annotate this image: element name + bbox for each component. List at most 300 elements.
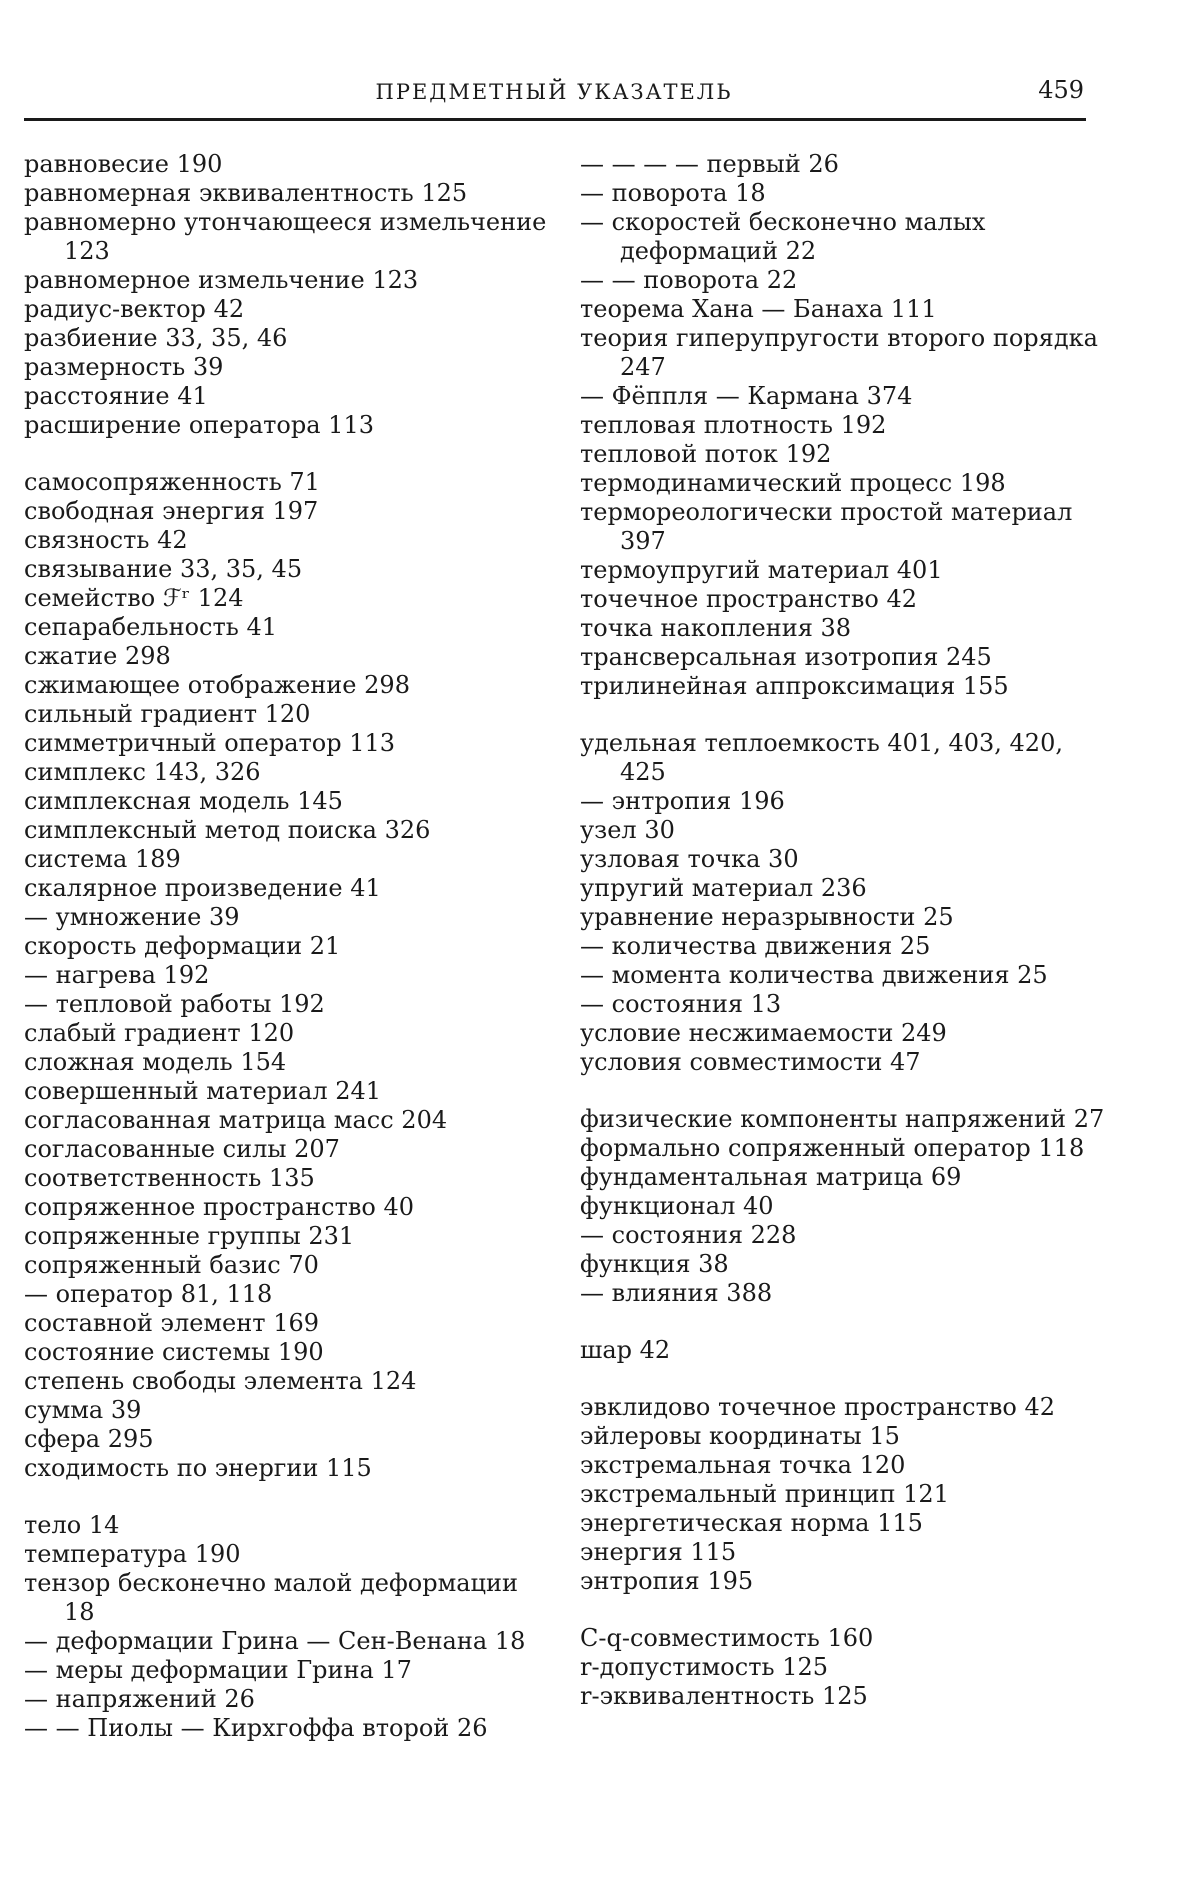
- index-page-refs: 155: [962, 672, 1009, 700]
- index-entry: [580, 295, 1110, 324]
- index-page-refs: 33, 35, 46: [165, 324, 288, 352]
- header-rule: [24, 118, 1086, 121]
- index-term: фундаментальная матрица: [580, 1163, 924, 1191]
- index-term: соответственность: [24, 1164, 262, 1192]
- index-entry: [580, 961, 1110, 990]
- index-entry: [24, 179, 554, 208]
- index-term: согласованные силы: [24, 1135, 287, 1163]
- index-entry: [24, 324, 554, 353]
- index-entry: [24, 526, 554, 555]
- index-entry: [580, 1653, 1110, 1682]
- index-entry: [24, 961, 554, 990]
- index-term: — состояния: [580, 1221, 743, 1249]
- index-term: точечное пространство: [580, 585, 879, 613]
- index-term: скалярное произведение: [24, 874, 343, 902]
- index-page-refs: 25: [899, 932, 931, 960]
- index-term: — — поворота: [580, 266, 760, 294]
- index-entry: [24, 1511, 554, 1540]
- index-term: степень свободы элемента: [24, 1367, 363, 1395]
- running-head: [24, 70, 1084, 114]
- index-term: — состояния: [580, 990, 743, 1018]
- index-page-refs: 326: [384, 816, 431, 844]
- index-page-refs: 26: [808, 150, 839, 178]
- index-entry: [580, 816, 1110, 845]
- index-term: расстояние: [24, 382, 170, 410]
- index-page-refs: 249: [900, 1019, 947, 1047]
- index-page-refs: 42: [1024, 1393, 1056, 1421]
- index-term: энергетическая норма: [580, 1509, 870, 1537]
- index-term: равновесие: [24, 150, 169, 178]
- index-entry: [24, 1106, 554, 1135]
- index-term: r-эквивалентность: [580, 1682, 815, 1710]
- index-page-refs: 135: [268, 1164, 315, 1192]
- index-column-right: [580, 150, 1110, 1711]
- index-page-refs: 38: [698, 1250, 729, 1278]
- index-entry: [24, 584, 554, 613]
- index-term: размерность: [24, 353, 186, 381]
- index-page-refs: 113: [328, 411, 374, 439]
- index-entry: [580, 1567, 1110, 1596]
- index-page-refs: 192: [785, 440, 832, 468]
- index-entry: [580, 1250, 1110, 1279]
- index-page-refs: 124: [197, 584, 244, 612]
- index-term: термоупругий материал: [580, 556, 890, 584]
- index-page-refs: 192: [840, 411, 887, 439]
- index-page-refs: 115: [326, 1454, 372, 1482]
- index-entry: [24, 1540, 554, 1569]
- index-page-refs: 121: [903, 1480, 949, 1508]
- index-term: связывание: [24, 555, 173, 583]
- index-entry: [24, 555, 554, 584]
- index-term: условия совместимости: [580, 1048, 883, 1076]
- index-entry: [24, 468, 554, 497]
- index-page-refs: 39: [208, 903, 240, 931]
- index-term: сфера: [24, 1425, 101, 1453]
- index-entry: [580, 1682, 1110, 1711]
- index-entry: [580, 729, 1110, 787]
- index-term: формально сопряженный оператор: [580, 1134, 1031, 1162]
- index-entry: [24, 1048, 554, 1077]
- index-entry: [580, 1451, 1110, 1480]
- index-term: упругий материал: [580, 874, 814, 902]
- index-term: тензор бесконечно малой деформации: [24, 1569, 518, 1597]
- index-page-refs: 69: [930, 1163, 962, 1191]
- index-page-refs: 295: [107, 1425, 154, 1453]
- index-entry: [580, 1393, 1110, 1422]
- index-entry: [580, 150, 1110, 179]
- index-entry: [24, 1656, 554, 1685]
- index-entry: [24, 1685, 554, 1714]
- index-page-refs: 192: [278, 990, 325, 1018]
- index-page-refs: 14: [88, 1511, 120, 1539]
- index-term: узловая точка: [580, 845, 761, 873]
- index-entry: [580, 672, 1110, 701]
- index-entry: [580, 845, 1110, 874]
- index-letter-group: [24, 468, 554, 1483]
- index-page-refs: 388: [726, 1279, 773, 1307]
- index-page-refs: 228: [750, 1221, 797, 1249]
- index-term: сумма: [24, 1396, 104, 1424]
- index-entry: [24, 150, 554, 179]
- index-page-refs: 42: [886, 585, 918, 613]
- index-page-refs: 125: [421, 179, 468, 207]
- index-entry: [24, 353, 554, 382]
- index-entry: [24, 295, 554, 324]
- index-page-refs: 190: [176, 150, 223, 178]
- index-term: сопряженное пространство: [24, 1193, 376, 1221]
- index-page-refs: 71: [289, 468, 320, 496]
- index-entry: [580, 382, 1110, 411]
- index-entry: [24, 1193, 554, 1222]
- index-entry: [580, 411, 1110, 440]
- index-term: уравнение неразрывности: [580, 903, 916, 931]
- index-page-refs: 30: [768, 845, 799, 873]
- index-entry: [24, 411, 554, 440]
- index-term: удельная теплоемкость: [580, 729, 880, 757]
- index-term: физические компоненты напряжений: [580, 1105, 1067, 1133]
- index-term: — энтропия: [580, 787, 732, 815]
- index-term: точка накопления: [580, 614, 813, 642]
- index-page-refs: 189: [134, 845, 181, 873]
- index-entry: [24, 671, 554, 700]
- index-page-refs: 22: [766, 266, 798, 294]
- index-letter-group: [24, 1511, 554, 1743]
- index-term: симметричный оператор: [24, 729, 342, 757]
- index-term: r-допустимость: [580, 1653, 775, 1681]
- index-term: узел: [580, 816, 637, 844]
- index-term: — влияния: [580, 1279, 719, 1307]
- index-page-refs: 38: [820, 614, 852, 642]
- index-term: скорость деформации: [24, 932, 303, 960]
- index-letter-group: [580, 1624, 1110, 1711]
- index-entry: [24, 700, 554, 729]
- index-entry: [580, 1019, 1110, 1048]
- index-entry: [580, 874, 1110, 903]
- index-term: разбиение: [24, 324, 158, 352]
- index-page-refs: 123: [372, 266, 419, 294]
- index-term: термодинамический процесс: [580, 469, 953, 497]
- index-entry: [24, 1627, 554, 1656]
- index-term: температура: [24, 1540, 188, 1568]
- index-page-refs: 298: [364, 671, 410, 699]
- index-entry: [24, 1338, 554, 1367]
- index-page-refs: 160: [827, 1624, 874, 1652]
- index-entry: [580, 266, 1110, 295]
- index-page-refs: 298: [124, 642, 171, 670]
- index-term: сопряженные группы: [24, 1222, 301, 1250]
- index-term: сходимость по энергии: [24, 1454, 319, 1482]
- index-term: симплекс: [24, 758, 146, 786]
- index-entry: [24, 787, 554, 816]
- index-page-refs: 42: [213, 295, 245, 323]
- index-column-left: [24, 150, 554, 1743]
- index-page-refs: 47: [890, 1048, 921, 1076]
- index-entry: [580, 787, 1110, 816]
- index-entry: [580, 1480, 1110, 1509]
- index-term: — момента количества движения: [580, 961, 1010, 989]
- index-page-refs: 190: [194, 1540, 241, 1568]
- index-entry: [24, 1425, 554, 1454]
- index-entry: [580, 1221, 1110, 1250]
- index-term: составной элемент: [24, 1309, 266, 1337]
- index-term: связность: [24, 526, 150, 554]
- index-page-refs: 143, 326: [153, 758, 261, 786]
- index-term: C-q-совместимость: [580, 1624, 820, 1652]
- index-page-refs: 26: [224, 1685, 255, 1713]
- index-term: — Фёппля — Кармана: [580, 382, 859, 410]
- index-page-refs: 40: [383, 1193, 415, 1221]
- index-letter-group: [580, 1393, 1110, 1596]
- index-entry: [580, 1336, 1110, 1365]
- index-page-refs: 115: [877, 1509, 923, 1537]
- index-term: равномерная эквивалентность: [24, 179, 414, 207]
- index-entry: [580, 585, 1110, 614]
- index-term: равномерно утончающееся измельчение: [24, 208, 547, 236]
- index-page-refs: 41: [246, 613, 278, 641]
- index-term: — — — — первый: [580, 150, 801, 178]
- index-term: — умножение: [24, 903, 202, 931]
- page-number: 459: [1038, 76, 1084, 104]
- index-term: совершенный материал: [24, 1077, 328, 1105]
- index-page-refs: 42: [157, 526, 188, 554]
- index-entry: [580, 1134, 1110, 1163]
- index-entry: [24, 1222, 554, 1251]
- index-entry: [24, 208, 554, 266]
- index-page-refs: 120: [859, 1451, 906, 1479]
- index-page-refs: 231: [308, 1222, 355, 1250]
- index-page-refs: 22: [785, 237, 817, 265]
- index-page-refs: 192: [163, 961, 210, 989]
- index-term: сжатие: [24, 642, 118, 670]
- index-page-refs: 18: [64, 1598, 95, 1626]
- index-page-refs: 25: [923, 903, 954, 931]
- index-entry: [24, 758, 554, 787]
- index-page-refs: 30: [644, 816, 675, 844]
- index-term: симплексная модель: [24, 787, 290, 815]
- index-term: условие несжимаемости: [580, 1019, 894, 1047]
- index-entry: [24, 874, 554, 903]
- index-entry: [24, 1280, 554, 1309]
- index-term: тепловой поток: [580, 440, 778, 468]
- index-entry: [24, 1135, 554, 1164]
- index-term: термореологически простой материал: [580, 498, 1073, 526]
- index-entry: [24, 1251, 554, 1280]
- index-page-refs: 41: [177, 382, 208, 410]
- index-entry: [24, 729, 554, 758]
- index-page-refs: 145: [297, 787, 343, 815]
- index-term: система: [24, 845, 128, 873]
- index-term: сжимающее отображение: [24, 671, 357, 699]
- index-entry: [24, 1367, 554, 1396]
- index-page-refs: 39: [110, 1396, 142, 1424]
- index-page-refs: 111: [890, 295, 937, 323]
- index-page-refs: 33, 35, 45: [179, 555, 303, 583]
- index-term: энергия: [580, 1538, 683, 1566]
- index-term: — напряжений: [24, 1685, 217, 1713]
- index-entry: [24, 1396, 554, 1425]
- index-entry: [580, 498, 1110, 556]
- index-term: сильный градиент: [24, 700, 257, 728]
- index-page-refs: 115: [690, 1538, 737, 1566]
- index-term: функция: [580, 1250, 691, 1278]
- index-term: — скоростей бесконечно малых деформаций: [580, 208, 986, 265]
- index-page-refs: 190: [277, 1338, 324, 1366]
- index-page-refs: 81, 118: [180, 1280, 273, 1308]
- index-entry: [580, 1422, 1110, 1451]
- index-page-refs: 123: [64, 237, 110, 265]
- index-page-refs: 18: [735, 179, 766, 207]
- index-term: самосопряженность: [24, 468, 282, 496]
- index-page-refs: 247: [620, 353, 666, 381]
- index-term: экстремальный принцип: [580, 1480, 896, 1508]
- index-entry: [580, 324, 1110, 382]
- index-letter-group: [24, 150, 554, 440]
- index-entry: [580, 179, 1110, 208]
- index-entry: [24, 845, 554, 874]
- index-page-refs: 207: [294, 1135, 340, 1163]
- index-term: согласованная матрица масс: [24, 1106, 394, 1134]
- index-entry: [24, 1714, 554, 1743]
- index-term: — — Пиолы — Кирхгоффа второй: [24, 1714, 450, 1742]
- index-entry: [580, 1538, 1110, 1567]
- index-term: энтропия: [580, 1567, 700, 1595]
- index-term: тело: [24, 1511, 82, 1539]
- index-page-refs: 21: [309, 932, 341, 960]
- index-entry: [24, 990, 554, 1019]
- index-entry: [24, 382, 554, 411]
- index-term: теорема Хана — Банаха: [580, 295, 884, 323]
- index-entry: [24, 613, 554, 642]
- index-entry: [24, 642, 554, 671]
- index-entry: [24, 1454, 554, 1483]
- index-page-refs: 39: [192, 353, 224, 381]
- index-term: тепловая плотность: [580, 411, 833, 439]
- index-entry: [24, 1164, 554, 1193]
- index-page-refs: 113: [349, 729, 396, 757]
- index-page-refs: 118: [1038, 1134, 1085, 1162]
- index-page-refs: 18: [494, 1627, 526, 1655]
- index-entry: [580, 440, 1110, 469]
- index-page-refs: 125: [782, 1653, 828, 1681]
- running-title: ПРЕДМЕТНЫЙ УКАЗАТЕЛЬ: [375, 80, 733, 104]
- index-letter-group: [580, 729, 1110, 1077]
- index-entry: [580, 990, 1110, 1019]
- index-page-refs: 15: [869, 1422, 900, 1450]
- index-term: — нагрева: [24, 961, 156, 989]
- index-page-refs: 198: [959, 469, 1006, 497]
- index-page-refs: 42: [639, 1336, 671, 1364]
- index-page-refs: 124: [370, 1367, 417, 1395]
- index-term: сепарабельность: [24, 613, 239, 641]
- index-entry: [580, 903, 1110, 932]
- index-term: состояние системы: [24, 1338, 271, 1366]
- index-entry: [580, 469, 1110, 498]
- index-entry: [24, 266, 554, 295]
- index-letter-group: [580, 1336, 1110, 1365]
- index-term: — поворота: [580, 179, 728, 207]
- index-page-refs: 374: [866, 382, 913, 410]
- index-entry: [580, 932, 1110, 961]
- index-page-refs: 236: [820, 874, 867, 902]
- index-page-refs: 241: [335, 1077, 382, 1105]
- index-page-refs: 120: [264, 700, 311, 728]
- index-page-refs: 40: [742, 1192, 774, 1220]
- index-page-refs: 120: [248, 1019, 295, 1047]
- index-term: эйлеровы координаты: [580, 1422, 862, 1450]
- index-entry: [580, 208, 1110, 266]
- index-letter-group: [580, 1105, 1110, 1308]
- index-page-refs: 197: [272, 497, 319, 525]
- index-page-refs: 17: [381, 1656, 412, 1684]
- index-entry: [580, 1192, 1110, 1221]
- index-term: трансверсальная изотропия: [580, 643, 939, 671]
- index-page-refs: 245: [946, 643, 992, 671]
- index-term: радиус-вектор: [24, 295, 206, 323]
- index-entry: [24, 903, 554, 932]
- index-term: семейство ℱʳ: [24, 584, 191, 612]
- index-entry: [24, 1309, 554, 1338]
- index-page-refs: 41: [350, 874, 381, 902]
- index-entry: [580, 1509, 1110, 1538]
- index-page-refs: 196: [738, 787, 785, 815]
- index-page-refs: 27: [1073, 1105, 1105, 1133]
- index-page-refs: 125: [821, 1682, 868, 1710]
- index-term: — деформации Грина — Сен-Венана: [24, 1627, 488, 1655]
- index-term: теория гиперупругости второго порядка: [580, 324, 1098, 352]
- index-letter-group: [580, 150, 1110, 701]
- index-entry: [24, 497, 554, 526]
- index-entry: [24, 1019, 554, 1048]
- index-entry: [580, 614, 1110, 643]
- index-page-refs: 13: [750, 990, 782, 1018]
- index-page-refs: 397: [620, 527, 666, 555]
- index-entry: [580, 1624, 1110, 1653]
- index-page-refs: 26: [456, 1714, 488, 1742]
- index-term: слабый градиент: [24, 1019, 241, 1047]
- index-entry: [580, 1279, 1110, 1308]
- index-page-refs: 169: [273, 1309, 319, 1337]
- index-term: шар: [580, 1336, 632, 1364]
- index-term: функционал: [580, 1192, 736, 1220]
- index-entry: [580, 1048, 1110, 1077]
- index-term: сложная модель: [24, 1048, 233, 1076]
- index-term: — количества движения: [580, 932, 893, 960]
- index-page-refs: 25: [1017, 961, 1048, 989]
- index-entry: [24, 1569, 554, 1627]
- index-term: экстремальная точка: [580, 1451, 852, 1479]
- index-page-refs: 204: [401, 1106, 448, 1134]
- index-entry: [24, 1077, 554, 1106]
- index-page-refs: 154: [240, 1048, 287, 1076]
- index-entry: [580, 556, 1110, 585]
- index-term: — оператор: [24, 1280, 174, 1308]
- index-entry: [580, 643, 1110, 672]
- index-page-refs: 195: [707, 1567, 754, 1595]
- index-term: — тепловой работы: [24, 990, 272, 1018]
- index-entry: [24, 932, 554, 961]
- index-term: — меры деформации Грина: [24, 1656, 374, 1684]
- index-term: трилинейная аппроксимация: [580, 672, 956, 700]
- index-page-refs: 401, 403, 420, 425: [620, 729, 1063, 786]
- index-term: эвклидово точечное пространство: [580, 1393, 1017, 1421]
- index-term: симплексный метод поиска: [24, 816, 377, 844]
- index-page-refs: 401: [896, 556, 943, 584]
- index-entry: [24, 816, 554, 845]
- index-page-refs: 70: [288, 1251, 319, 1279]
- index-term: свободная энергия: [24, 497, 265, 525]
- index-term: сопряженный базис: [24, 1251, 281, 1279]
- index-entry: [580, 1105, 1110, 1134]
